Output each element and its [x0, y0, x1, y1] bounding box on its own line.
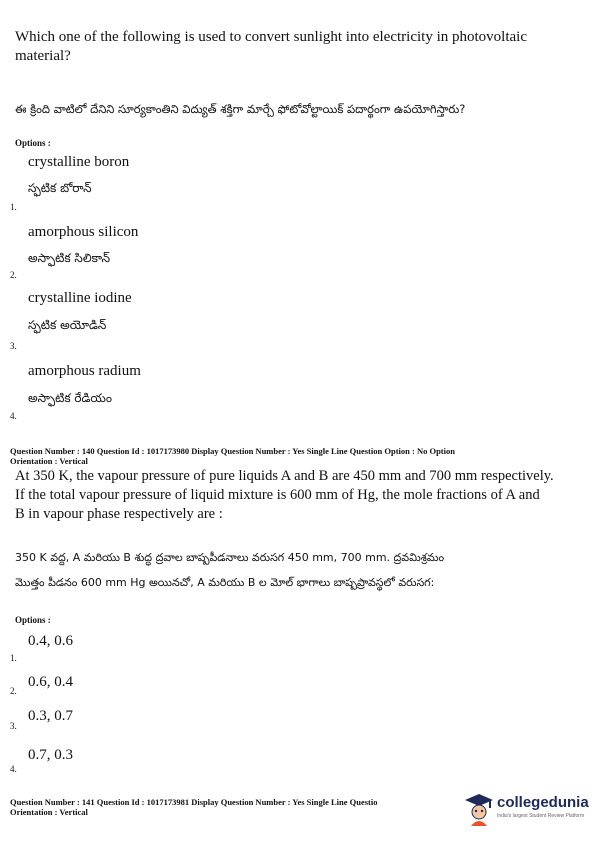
question-140-text-en-2: If the total vapour pressure of liquid mixture is 600 mm of Hg, the mole fractions of A and — [15, 487, 540, 503]
question-139-text-te: ఈ క్రింది వాటిలో దేనిని సూర్యకాంతిని విద్యుత్ శక్తిగా మార్చే ఫోటోవోల్టాయిక్ పదార్థంగా ఉపయోగిస్తారు? — [15, 102, 466, 116]
option-1-number: 1. — [10, 202, 17, 212]
collegedunia-logo[interactable] — [463, 792, 591, 826]
question-140-meta-line1: Question Number : 140 Question Id : 1017173980 Display Question Number : Yes Single Line Question Option : No Option — [10, 446, 455, 456]
question-141-meta-line1: Question Number : 141 Question Id : 1017173981 Display Question Number : Yes Single Line Questio — [10, 797, 378, 807]
question-141-meta-line2: Orientation : Vertical — [10, 807, 88, 817]
option-3-number: 3. — [10, 721, 17, 731]
option-2-en: amorphous silicon — [28, 224, 139, 240]
option-4-en: amorphous radium — [28, 363, 141, 379]
question-140-meta-line2: Orientation : Vertical — [10, 456, 88, 466]
option-4-value: 0.7, 0.3 — [28, 747, 73, 763]
option-1-number: 1. — [10, 653, 17, 663]
option-3-number: 3. — [10, 341, 17, 351]
question-140-text-en-3: B in vapour phase respectively are : — [15, 506, 223, 522]
question-139-text-en: Which one of the following is used to convert sunlight into electricity in photovoltaic material? — [15, 29, 527, 64]
option-1-en: crystalline boron — [28, 154, 130, 170]
option-2-te: అస్ఫాటిక సిలికాన్ — [28, 251, 111, 265]
option-4-number: 4. — [10, 411, 17, 421]
option-4-te: అస్ఫాటిక రేడియం — [28, 391, 112, 405]
question-140-text-te-1: 350 K వద్ద, A మరియు B శుద్ధ ద్రవాల బాష్పపీడనాలు వరుసగ 450 mm, 700 mm. ద్రవమిశ్రమం — [15, 551, 445, 564]
option-3-te: స్ఫటిక అయోడిన్ — [28, 318, 107, 332]
options-label: Options : — [15, 615, 51, 625]
option-1-te: స్ఫటిక బోరాన్ — [28, 181, 92, 195]
option-1-value: 0.4, 0.6 — [28, 633, 73, 649]
option-2-number: 2. — [10, 686, 17, 696]
option-3-value: 0.3, 0.7 — [28, 708, 73, 724]
option-2-value: 0.6, 0.4 — [28, 674, 73, 690]
option-3-en: crystalline iodine — [28, 290, 132, 306]
option-4-number: 4. — [10, 764, 17, 774]
option-2-number: 2. — [10, 270, 17, 280]
logo-tagline: India's largest Student Review Platform — [497, 813, 585, 819]
question-140-text-en-1: At 350 K, the vapour pressure of pure liquids A and B are 450 mm and 700 mm respectively. — [15, 468, 554, 484]
graduate-icon — [463, 792, 495, 826]
question-140-text-te-2: మొత్తం పీడనం 600 mm Hg అయినచో, A మరియు B ల మోల్ భాగాలు బాష్పప్రావస్థలో వరుసగ: — [15, 576, 435, 589]
options-label: Options : — [15, 138, 51, 148]
logo-wordmark: collegedunia — [497, 794, 589, 811]
